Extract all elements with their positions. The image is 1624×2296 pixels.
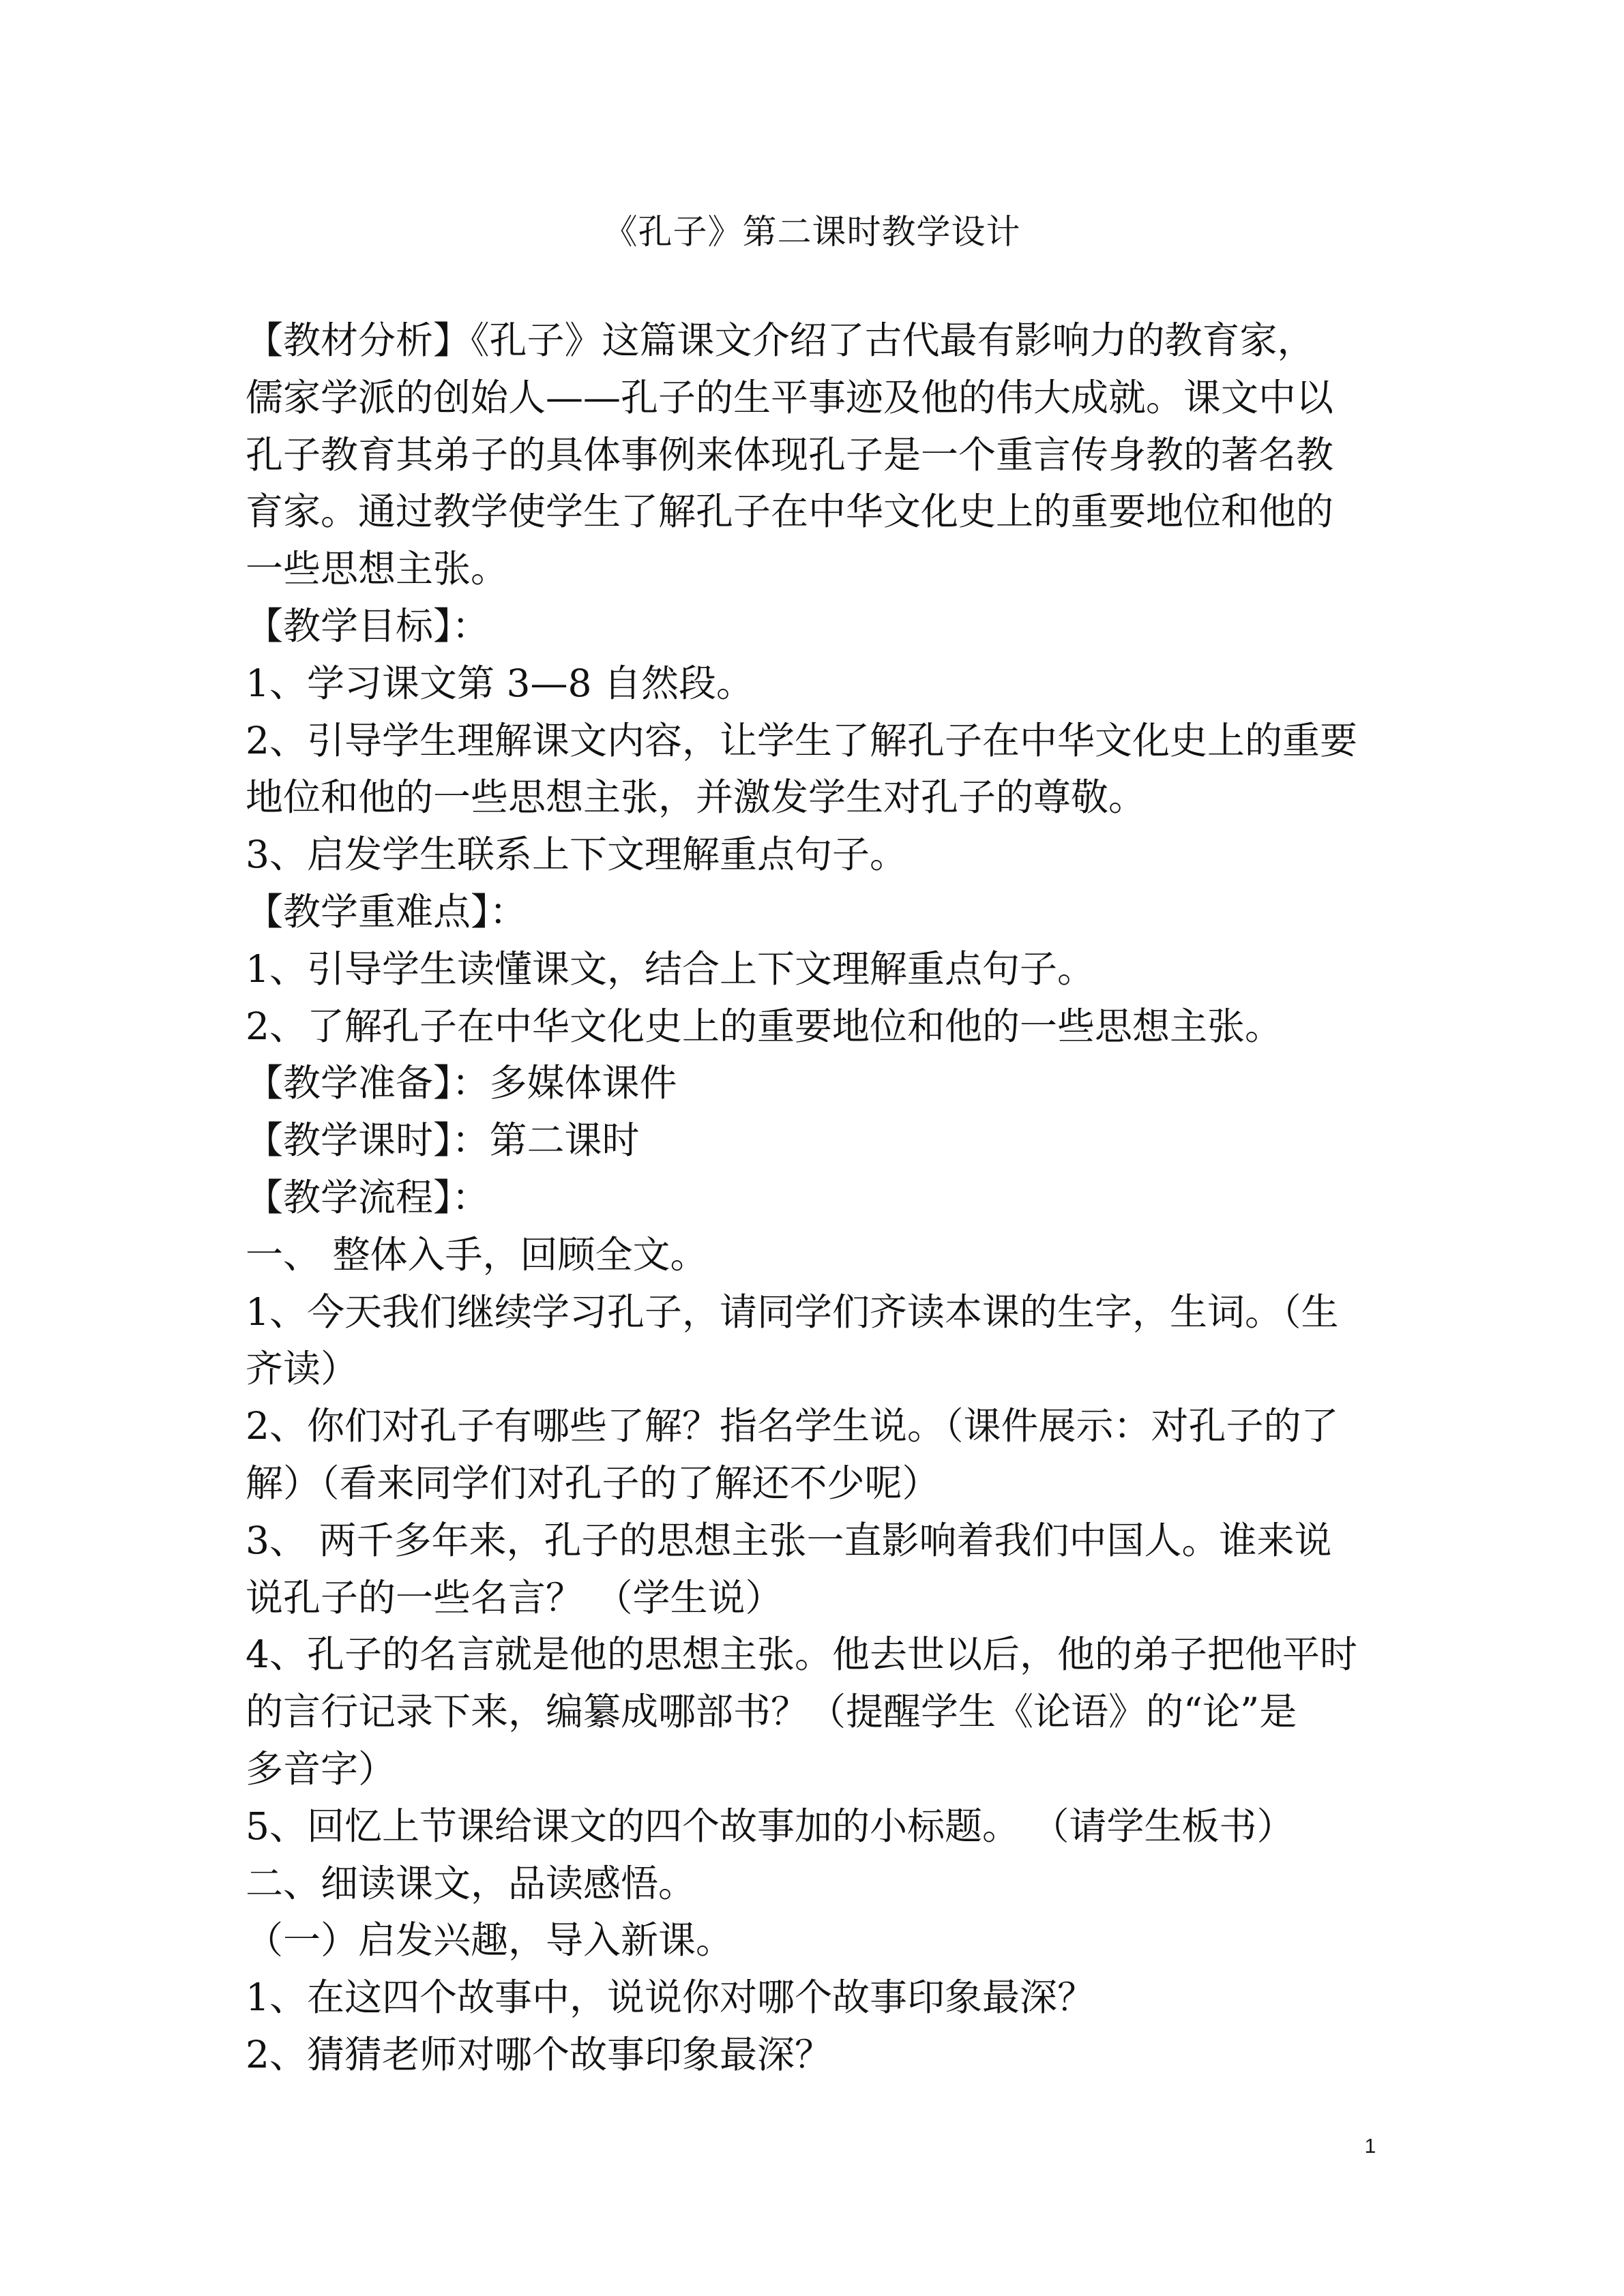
- body-line: 齐读）: [246, 1347, 359, 1391]
- body-line: 1、在这四个故事中，说说你对哪个故事印象最深？: [246, 1976, 1095, 2020]
- body-line: 解）（看来同学们对孔子的了解还不少呢）: [246, 1461, 940, 1505]
- document-title: 《孔子》第二课时教学设计: [603, 212, 1021, 252]
- body-line: 一些思想主张。: [246, 547, 509, 591]
- section-heading: 【教学课时】：第二课时: [246, 1118, 640, 1163]
- document-body: [246, 312, 1378, 2084]
- body-line: 2、了解孔子在中华文化史上的重要地位和他的一些思想主张。: [246, 1004, 1282, 1048]
- body-line: 2、引导学生理解课文内容，让学生了解孔子在中华文化史上的重要: [246, 718, 1357, 762]
- body-line: 2、猜猜老师对哪个故事印象最深？: [246, 2032, 832, 2076]
- body-line: 多音字）: [246, 1746, 396, 1791]
- body-line: 孔子教育其弟子的具体事例来体现孔子是一个重言传身教的著名教: [246, 432, 1334, 477]
- body-line: 【教材分析】《孔子》这篇课文介绍了古代最有影响力的教育家，: [246, 318, 1315, 362]
- body-line: 1、今天我们继续学习孔子，请同学们齐读本课的生字，生词。（生: [246, 1289, 1339, 1334]
- body-line: 4、孔子的名言就是他的思想主张。他去世以后，他的弟子把他平时: [246, 1632, 1357, 1677]
- section-heading: 【教学流程】：: [246, 1175, 490, 1219]
- body-line: 育家。通过教学使学生了解孔子在中华文化史上的重要地位和他的: [246, 490, 1334, 534]
- section-heading: 【教学准备】：多媒体课件: [246, 1061, 677, 1105]
- section-heading: 【教学目标】：: [246, 603, 490, 648]
- page-number: 1: [1364, 2135, 1376, 2158]
- body-line: 二、细读课文，品读感悟。: [246, 1861, 696, 1905]
- body-line: 一、 整体入手，回顾全文。: [246, 1232, 708, 1277]
- body-line: 1、学习课文第 3—8 自然段。: [246, 661, 754, 705]
- body-line: 3、启发学生联系上下文理解重点句子。: [246, 833, 907, 877]
- body-line: 儒家学派的创始人——孔子的生平事迹及他的伟大成就。课文中以: [246, 375, 1334, 419]
- section-heading: 【教学重难点】：: [246, 889, 527, 934]
- body-line: 说孔子的一些名言？ （学生说）: [246, 1575, 783, 1620]
- body-line: 1、引导学生读懂课文，结合上下文理解重点句子。: [246, 946, 1095, 991]
- body-line: 3、 两千多年来，孔子的思想主张一直影响着我们中国人。谁来说: [246, 1518, 1332, 1562]
- body-line: 2、你们对孔子有哪些了解？指名学生说。（课件展示：对孔子的了: [246, 1404, 1339, 1448]
- body-line: 5、回忆上节课给课文的四个故事加的小标题。 （请学生板书）: [246, 1804, 1295, 1848]
- body-line: （一）启发兴趣，导入新课。: [246, 1918, 734, 1963]
- body-line: 的言行记录下来，编纂成哪部书？（提醒学生《论语》的“论”是: [246, 1690, 1297, 1734]
- body-line: 地位和他的一些思想主张，并激发学生对孔子的尊敬。: [246, 775, 1147, 820]
